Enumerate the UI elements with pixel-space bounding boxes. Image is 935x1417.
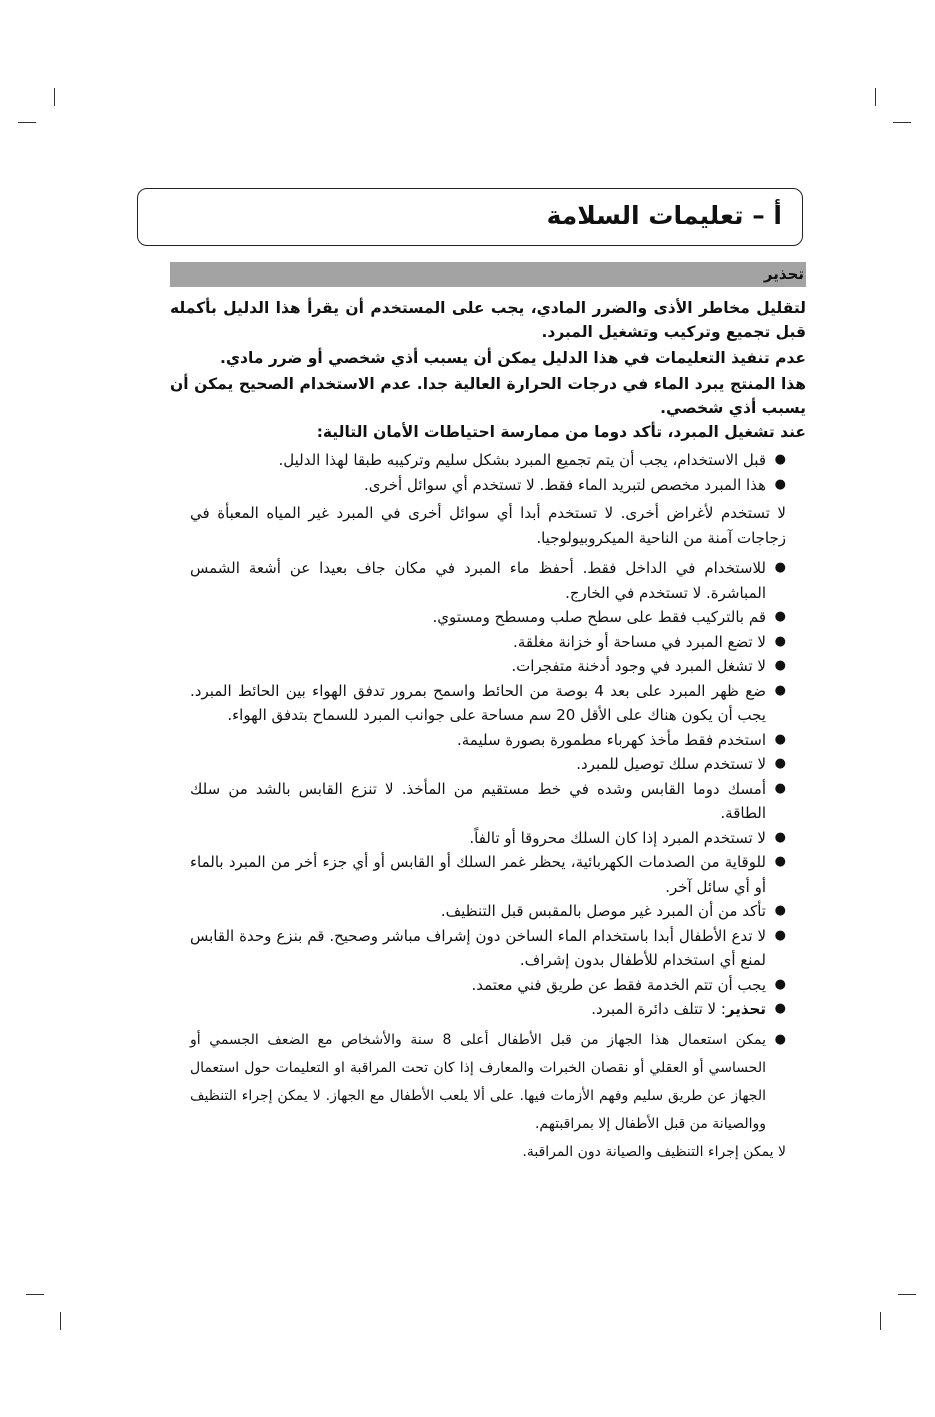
list-item: ● استخدم فقط مأخذ كهرباء مطمورة بصورة سليمة.	[170, 728, 806, 753]
warning-bar	[170, 262, 806, 287]
note-paragraph: لا تستخدم لأغراض أخرى. لا تستخدم أبدا أي سوائل أخرى في المبرد غير المياه المعبأة في زجاجات آمنة من الناحية الميكروبيولوجيا.	[190, 504, 786, 547]
list-item: ● لا تضع المبرد في مساحة أو خزانة مغلقة.	[170, 630, 806, 655]
list-item: ● للوقاية من الصدمات الكهربائية، يحظر غمر السلك أو القابس أو أي جزء أخر من المبرد بالماء أو أي سائل آخر.	[170, 850, 806, 899]
list-item: ● يجب أن تتم الخدمة فقط عن طريق فني معتمد.	[170, 973, 806, 998]
crop-mark	[18, 122, 36, 123]
crop-mark	[875, 88, 876, 106]
bullet-icon: ●	[774, 609, 786, 624]
list-item: ● أمسك دوما القابس وشده في خط مستقيم من المأخذ. لا تنزع القابس بالشد من سلك الطاقة.	[170, 777, 806, 826]
intro-paragraph: لتقليل مخاطر الأذى والضرر المادي، يجب على المستخدم أن يقرأ هذا الدليل بأكمله قبل تجميع وتركيب وتشغيل المبرد.	[170, 299, 806, 341]
intro-paragraph: هذا المنتج يبرد الماء في درجات الحرارة العالية جدا. عدم الاستخدام الصحيح يمكن أن يسبب أذي شخصي.	[170, 375, 806, 417]
bullet-icon: ●	[774, 927, 786, 943]
list-item: ● لا تدع الأطفال أبدا باستخدام الماء الساخن دون إشراف مباشر وصحيح. قم بنزع وحدة القابس لمنع أي استخدام للأطفال بدون إشراف.	[170, 924, 806, 973]
crop-mark	[60, 1312, 61, 1330]
list-item: ● لا تستخدم المبرد إذا كان السلك محروقا أو تالفاً.	[170, 826, 806, 851]
safety-content	[170, 296, 806, 1166]
bullet-icon: ●	[774, 1001, 786, 1016]
bullet-icon: ●	[774, 976, 786, 992]
bullet-icon: ●	[774, 560, 786, 575]
caution-label: تحذير	[725, 1000, 766, 1018]
safety-list	[170, 556, 806, 1138]
list-item: ● هذا المبرد مخصص لتبريد الماء فقط. لا تستخدم أي سوائل أخرى.	[170, 473, 806, 498]
bullet-icon: ●	[774, 731, 786, 747]
crop-mark	[893, 122, 911, 123]
list-item: ● قم بالتركيب فقط على سطح صلب ومسطح ومستوي.	[170, 605, 806, 630]
list-item: ● ضع ظهر المبرد على بعد 4 بوصة من الحائط واسمح بمرور تدفق الهواء بين الحائط المبرد. يجب أن يكون هناك على الأقل 20 سم مساحة على جوانب المبرد للسماح بتدفق الهواء.	[170, 679, 806, 728]
section-title-box	[137, 188, 803, 246]
bullet-icon: ●	[774, 1031, 786, 1047]
bullet-icon: ●	[774, 658, 786, 673]
list-item: ● تأكد من أن المبرد غير موصل بالمقبس قبل التنظيف.	[170, 899, 806, 924]
intro-paragraph: عند تشغيل المبرد، تأكد دوما من ممارسة احتياطات الأمان التالية:	[316, 423, 806, 441]
bullet-icon: ●	[774, 903, 786, 918]
crop-mark	[26, 1294, 44, 1295]
crop-mark	[880, 1312, 881, 1330]
bullet-icon: ●	[774, 756, 786, 771]
bullet-icon: ●	[774, 780, 786, 796]
crop-mark	[54, 88, 55, 106]
warning-label: تحذير	[763, 265, 804, 283]
list-item-caution: ● تحذير: لا تتلف دائرة المبرد.	[170, 997, 806, 1022]
bullet-icon: ●	[774, 633, 786, 649]
list-item: ● قبل الاستخدام، يجب أن يتم تجميع المبرد بشكل سليم وتركيبه طبقا لهذا الدليل.	[170, 448, 806, 473]
bullet-icon: ●	[774, 452, 786, 467]
crop-mark	[898, 1294, 916, 1295]
intro-paragraph: عدم تنفيذ التعليمات في هذا الدليل يمكن أن يسبب أذي شخصي أو ضرر مادي.	[219, 349, 806, 367]
bullet-icon: ●	[774, 854, 786, 869]
closing-note: لا يمكن إجراء التنظيف والصيانة دون المراقبة.	[522, 1143, 786, 1160]
bullet-icon: ●	[774, 682, 786, 698]
safety-list	[170, 448, 806, 497]
bullet-icon: ●	[774, 476, 786, 492]
bullet-icon: ●	[774, 829, 786, 845]
list-item: ● لا تشغل المبرد في وجود أدخنة متفجرات.	[170, 654, 806, 679]
section-title: أ – تعليمات السلامة	[546, 201, 782, 230]
list-item: ● لا تستخدم سلك توصيل للمبرد.	[170, 752, 806, 777]
list-item: ● للاستخدام في الداخل فقط. أحفظ ماء المبرد في مكان جاف بعيدا عن أشعة الشمس المباشرة. لا تستخدم في الخارج.	[170, 556, 806, 605]
list-item: ● يمكن استعمال هذا الجهاز من قبل الأطفال أعلى 8 سنة والأشخاص مع الضعف الجسمي أو الحساسي أو العقلي أو نقصان الخبرات والمعارف إذا كان تحت المراقبة او التعليمات حول استعمال الجهاز عن طريق سليم وفهم الأزمات فيها. على ألا يلعب الأطفال مع الجهاز. لا يمكن إجراء التنظيف ووالصيانة من قبل الأطفال إلا بمراقبتهم.	[170, 1026, 806, 1138]
